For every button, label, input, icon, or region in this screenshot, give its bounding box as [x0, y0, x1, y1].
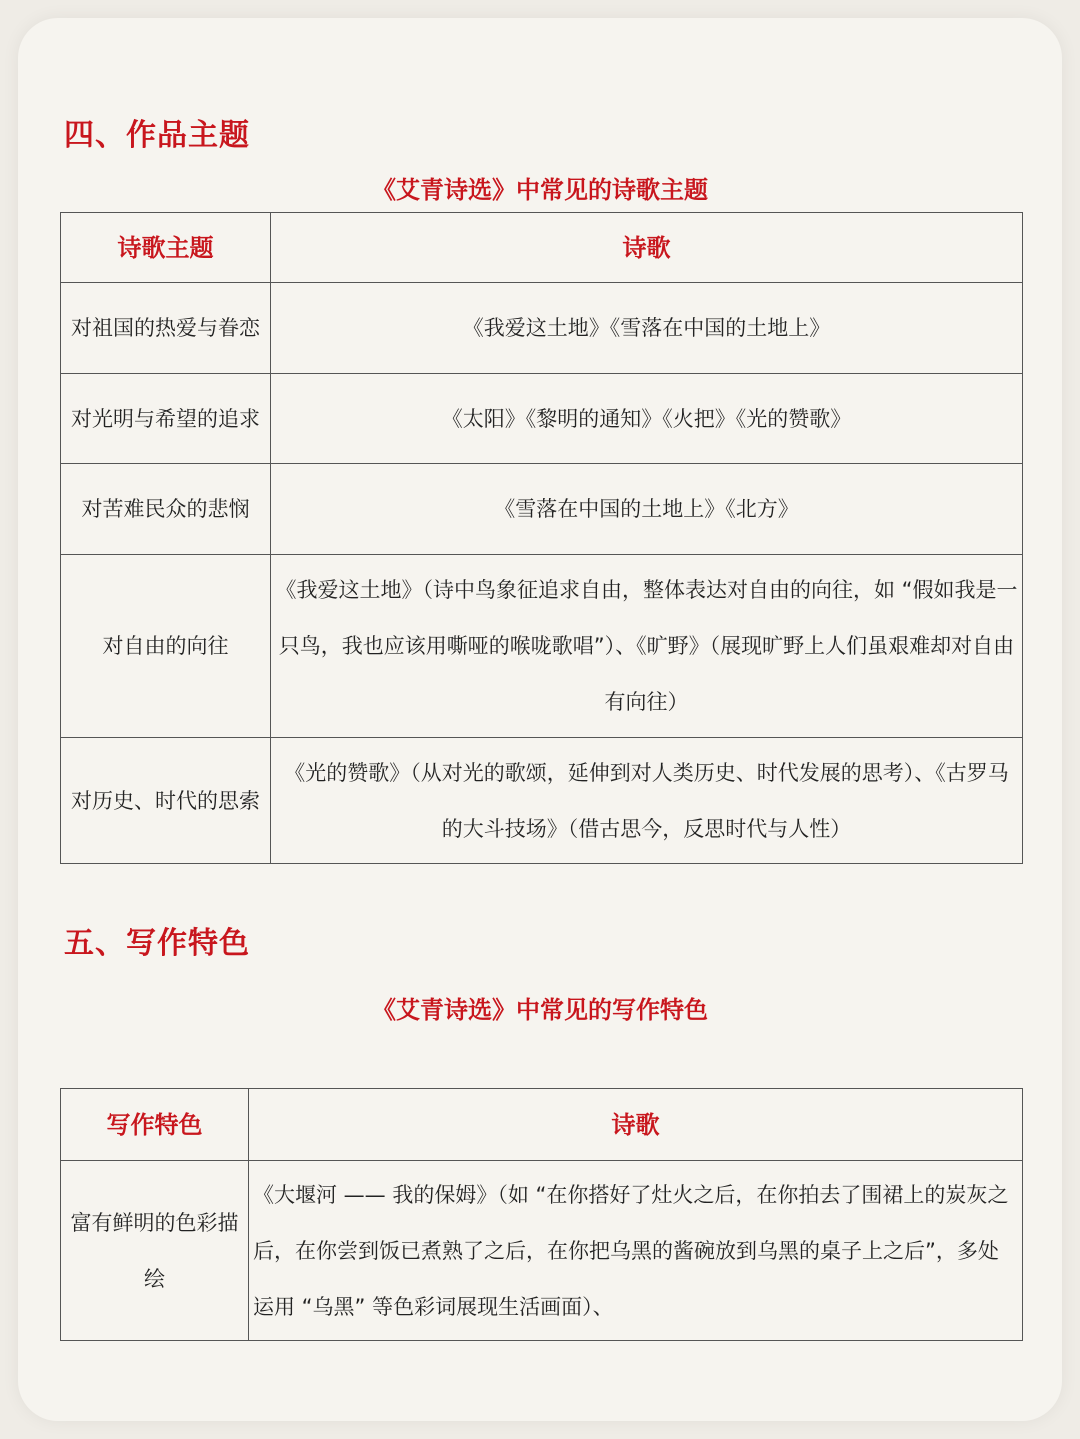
row-theme: 对祖国的热爱与眷恋	[61, 283, 271, 374]
table-header-row	[61, 1089, 1023, 1161]
table-row	[61, 283, 1023, 374]
row-theme: 对自由的向往	[61, 555, 271, 738]
header-poems: 诗歌	[271, 213, 1023, 283]
table-row	[61, 555, 1023, 738]
row-poems: 《太阳》《黎明的通知》《火把》《光的赞歌》	[271, 374, 1023, 464]
table-row	[61, 464, 1023, 555]
section-title-features: 五、写作特色	[64, 926, 250, 961]
row-feature: 富有鲜明的色彩描绘	[61, 1161, 249, 1341]
table-header-row	[61, 213, 1023, 283]
header-theme: 诗歌主题	[61, 213, 271, 283]
row-theme: 对历史、时代的思索	[61, 738, 271, 864]
table-row	[61, 738, 1023, 864]
row-poems: 《我爱这土地》（诗中鸟象征追求自由，整体表达对自由的向往，如 “假如我是一只鸟，我也应该用嘶哑的喉咙歌唱”）、《旷野》（展现旷野上人们虽艰难却对自由有向往）	[271, 555, 1023, 738]
table-caption-themes: 《艾青诗选》中常见的诗歌主题	[372, 176, 708, 204]
row-poems: 《光的赞歌》（从对光的歌颂，延伸到对人类历史、时代发展的思考）、《古罗马的大斗技场》（借古思今，反思时代与人性）	[271, 738, 1023, 864]
table-row	[61, 374, 1023, 464]
table-caption-features: 《艾青诗选》中常见的写作特色	[372, 996, 708, 1024]
header-poems: 诗歌	[249, 1089, 1023, 1161]
table-row	[61, 1161, 1023, 1341]
section-title-themes: 四、作品主题	[64, 118, 250, 153]
header-feature: 写作特色	[61, 1089, 249, 1161]
row-theme: 对苦难民众的悲悯	[61, 464, 271, 555]
row-theme: 对光明与希望的追求	[61, 374, 271, 464]
features-table	[60, 1088, 1023, 1341]
row-poems: 《大堰河 —— 我的保姆》（如 “在你搭好了灶火之后，在你拍去了围裙上的炭灰之后，在你尝到饭已煮熟了之后，在你把乌黑的酱碗放到乌黑的桌子上之后”，多处运用 “乌黑” 等色彩词展现生活画面）、	[249, 1161, 1023, 1341]
row-poems: 《雪落在中国的土地上》《北方》	[271, 464, 1023, 555]
themes-table	[60, 212, 1023, 864]
row-poems: 《我爱这土地》《雪落在中国的土地上》	[271, 283, 1023, 374]
